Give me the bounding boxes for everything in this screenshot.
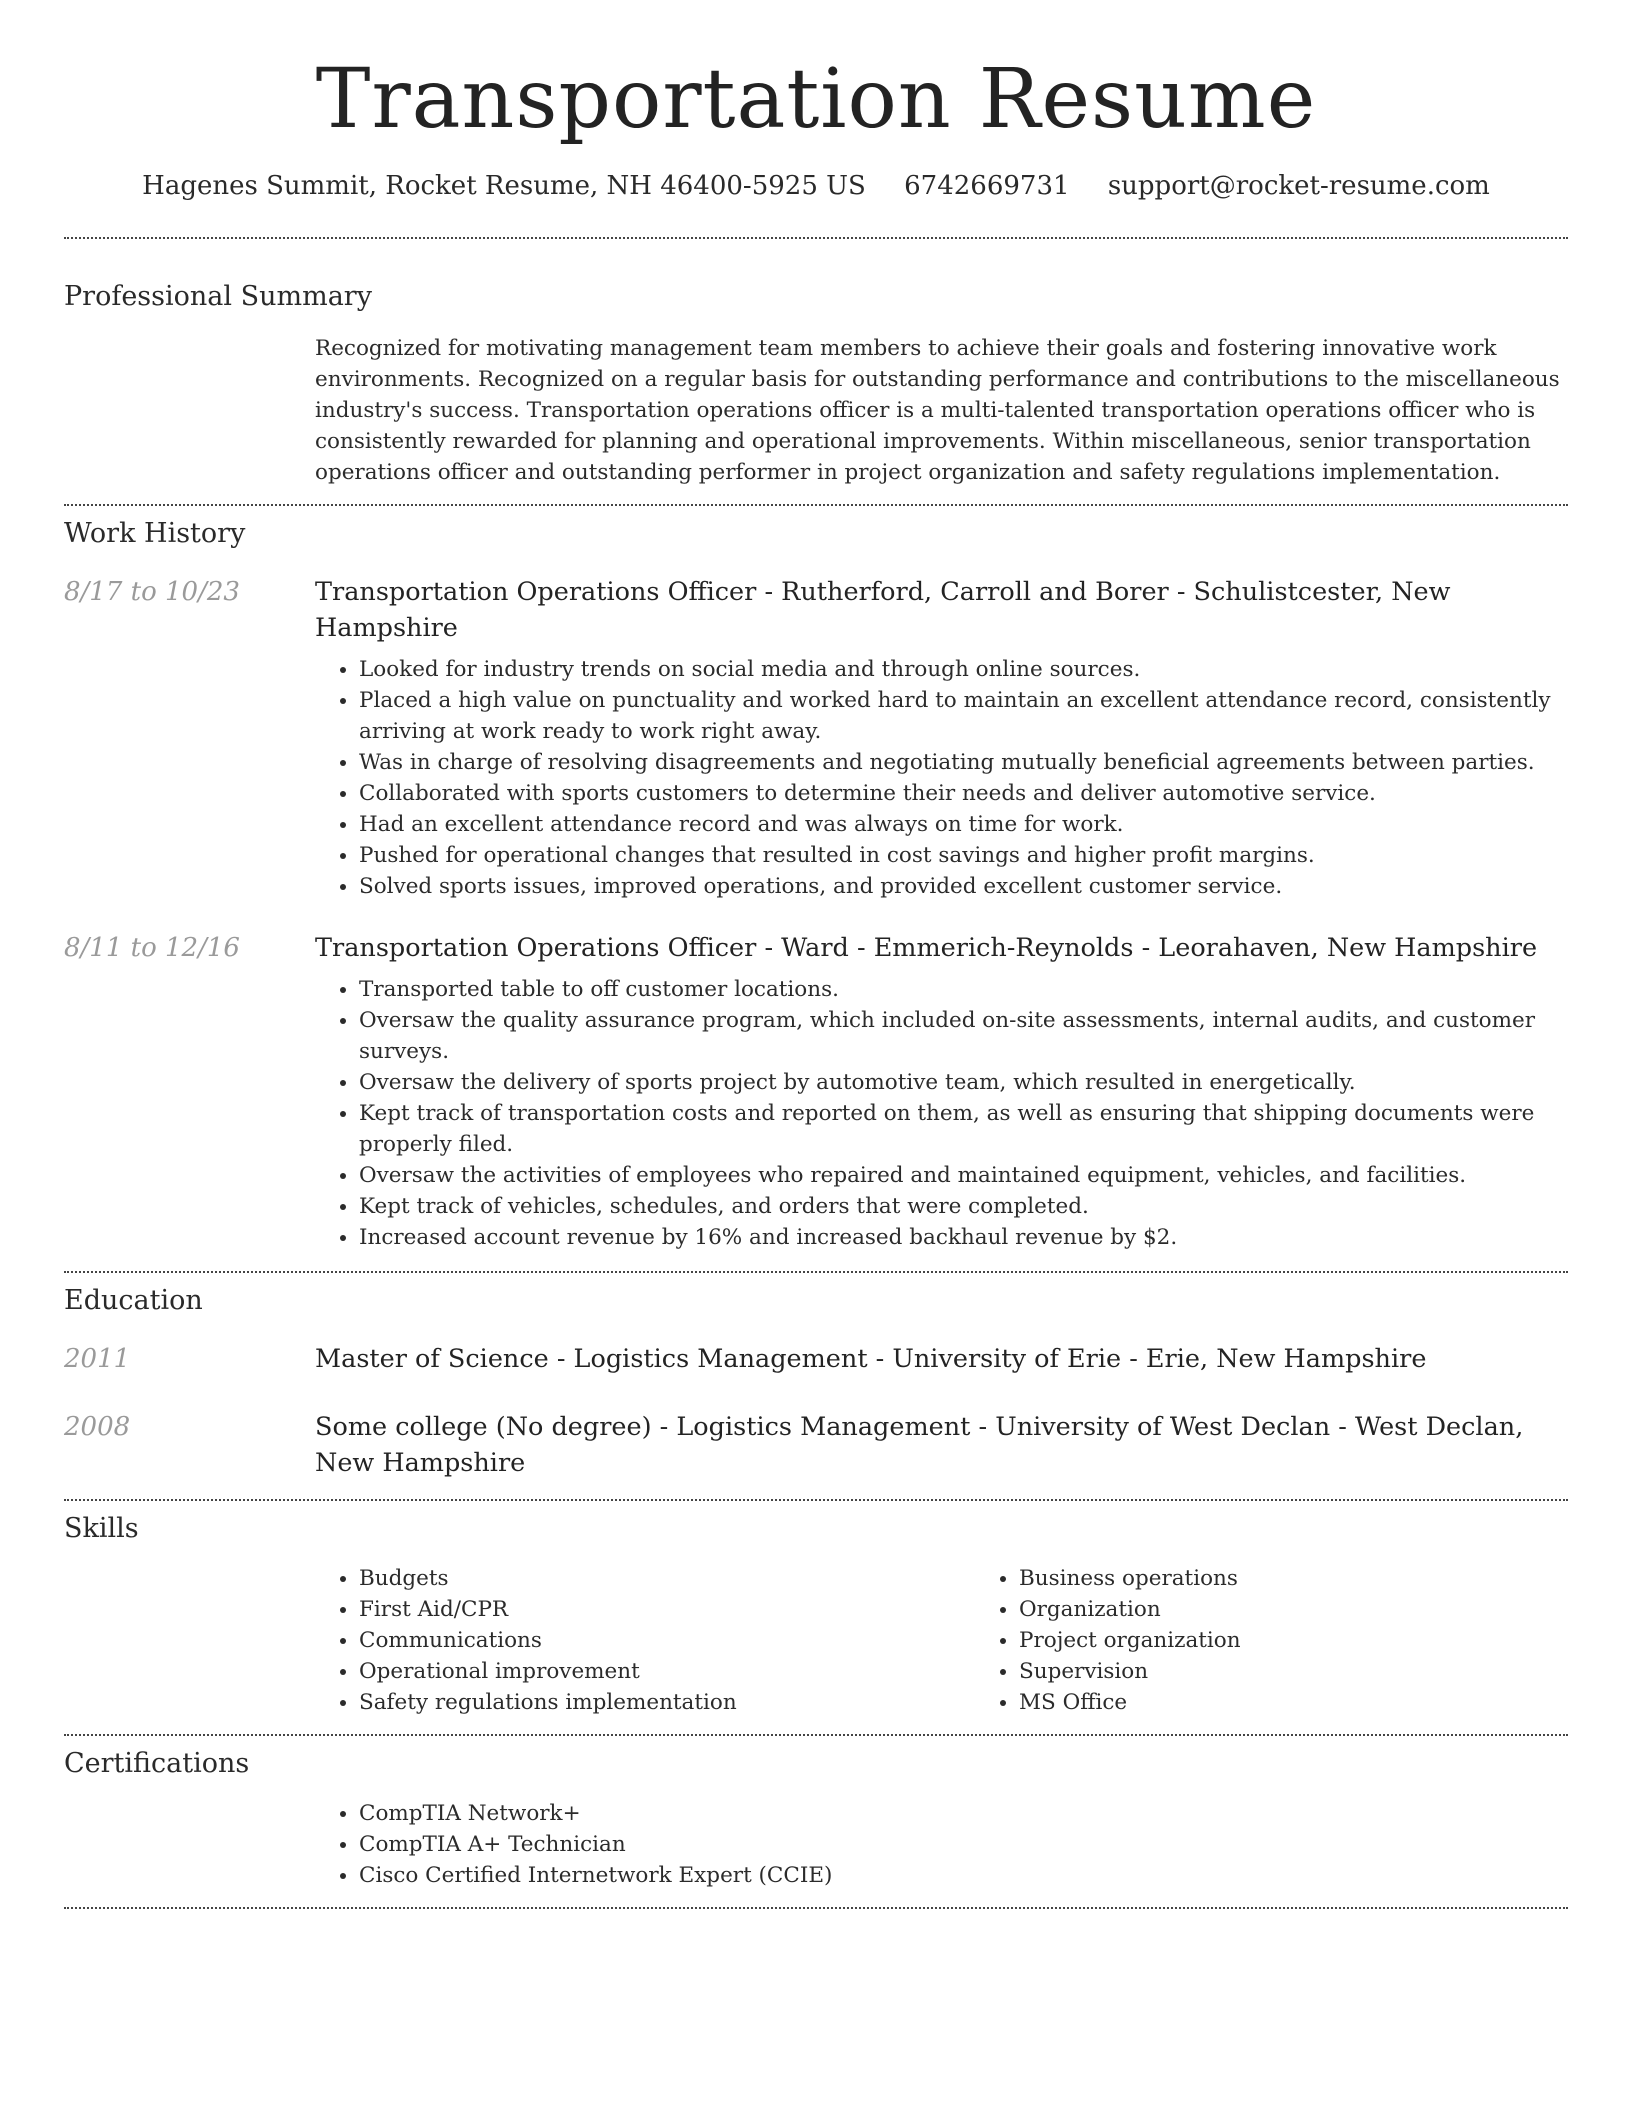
skills-grid	[315, 1563, 1632, 1718]
work-history-section	[64, 516, 1568, 1253]
job-bullet: • Oversaw the delivery of sports project by automotive team, which resulted in energetically.	[359, 1067, 1568, 1098]
contact-address: Hagenes Summit, Rocket Resume, NH 46400-5925 US	[142, 171, 866, 201]
section-divider	[64, 1907, 1568, 1909]
skills-spacer	[64, 1563, 315, 1718]
resume-header	[64, 0, 1568, 204]
skills-list-right	[975, 1563, 1632, 1718]
skill-item: • MS Office	[1019, 1687, 1632, 1718]
section-divider	[64, 1499, 1568, 1501]
skills-row	[64, 1563, 1568, 1718]
skills-section	[64, 1511, 1568, 1718]
job-bullet: • Solved sports issues, improved operations, and provided excellent customer service.	[359, 871, 1568, 902]
section-divider	[64, 504, 1568, 506]
certification-item: • Cisco Certified Internetwork Expert (CCIE)	[359, 1860, 1568, 1891]
summary-section	[64, 279, 1568, 488]
skill-item: • Business operations	[1019, 1563, 1632, 1594]
job-bullet: • Placed a high value on punctuality and worked hard to maintain an excellent attendance record, consistently arriving at work ready to work right away.	[359, 685, 1568, 747]
job-bullet: • Transported table to off customer locations.	[359, 974, 1568, 1005]
certifications-list-wrap	[315, 1798, 1568, 1891]
skill-item: • Supervision	[1019, 1656, 1632, 1687]
certification-item: • CompTIA Network+	[359, 1798, 1568, 1829]
certification-item: • CompTIA A+ Technician	[359, 1829, 1568, 1860]
skill-item: • Operational improvement	[359, 1656, 975, 1687]
certifications-spacer	[64, 1798, 315, 1891]
education-entry	[64, 1409, 1568, 1481]
summary-spacer	[64, 333, 315, 488]
job-bullets	[315, 654, 1568, 902]
section-title-education: Education	[64, 1285, 203, 1316]
skill-item: • Budgets	[359, 1563, 975, 1594]
skills-list-left	[315, 1563, 975, 1718]
contact-phone: 6742669731	[904, 171, 1070, 201]
certifications-row	[64, 1798, 1568, 1891]
skill-item: • Safety regulations implementation	[359, 1687, 975, 1718]
job-entry	[64, 930, 1568, 1253]
job-entry	[64, 574, 1568, 902]
section-divider	[64, 1271, 1568, 1273]
education-year: 2011	[64, 1344, 131, 1374]
skill-item: • Communications	[359, 1625, 975, 1656]
education-entry	[64, 1341, 1568, 1377]
job-dates: 8/11 to 12/16	[64, 933, 240, 963]
contact-line	[64, 168, 1568, 204]
job-bullet: • Looked for industry trends on social media and through online sources.	[359, 654, 1568, 685]
education-year: 2008	[64, 1412, 131, 1442]
job-title: Transportation Operations Officer - Rutherford, Carroll and Borer - Schulistcester, New Hampshire	[315, 577, 1451, 643]
job-bullet: • Increased account revenue by 16% and increased backhaul revenue by $2.	[359, 1222, 1568, 1253]
section-title-work-history: Work History	[64, 518, 246, 549]
job-bullet: • Collaborated with sports customers to determine their needs and deliver automotive service.	[359, 778, 1568, 809]
section-divider	[64, 237, 1568, 239]
job-title: Transportation Operations Officer - Ward - Emmerich-Reynolds - Leorahaven, New Hampshire	[315, 933, 1538, 963]
certifications-section	[64, 1746, 1568, 1891]
section-title-certifications: Certifications	[64, 1748, 250, 1779]
job-bullet: • Had an excellent attendance record and was always on time for work.	[359, 809, 1568, 840]
summary-row	[64, 333, 1568, 488]
job-bullet: • Was in charge of resolving disagreements and negotiating mutually beneficial agreements between parties.	[359, 747, 1568, 778]
job-bullet: • Pushed for operational changes that resulted in cost savings and higher profit margins.	[359, 840, 1568, 871]
summary-text: Recognized for motivating management team members to achieve their goals and fostering innovative work environments. Recognized on a regular basis for outstanding performance and contributions to the miscellaneous industry's success. Transportation operations officer is a multi-talented transportation operations officer who is consistently rewarded for planning and operational improvements. Within miscellaneous, senior transportation operations officer and outstanding performer in project organization and safety regulations implementation.	[315, 336, 1560, 485]
skill-item: • Organization	[1019, 1594, 1632, 1625]
section-divider	[64, 1734, 1568, 1736]
job-bullet: • Oversaw the activities of employees who repaired and maintained equipment, vehicles, and facilities.	[359, 1160, 1568, 1191]
job-dates: 8/17 to 10/23	[64, 577, 240, 607]
contact-email: support@rocket-resume.com	[1107, 171, 1490, 201]
section-title-summary: Professional Summary	[64, 281, 372, 312]
education-degree: Master of Science - Logistics Management - University of Erie - Erie, New Hampshire	[315, 1344, 1427, 1374]
job-details	[315, 574, 1568, 902]
education-degree: Some college (No degree) - Logistics Management - University of West Declan - West Declan, New Hampshire	[315, 1412, 1524, 1478]
skill-item: • First Aid/CPR	[359, 1594, 975, 1625]
job-bullet: • Kept track of vehicles, schedules, and orders that were completed.	[359, 1191, 1568, 1222]
job-details	[315, 930, 1568, 1253]
certifications-list	[315, 1798, 1568, 1891]
section-title-skills: Skills	[64, 1513, 139, 1544]
job-bullets	[315, 974, 1568, 1253]
skill-item: • Project organization	[1019, 1625, 1632, 1656]
education-section	[64, 1283, 1568, 1481]
job-bullet: • Oversaw the quality assurance program, which included on-site assessments, internal audits, and customer surveys.	[359, 1005, 1568, 1067]
job-bullet: • Kept track of transportation costs and reported on them, as well as ensuring that shipping documents were properly filed.	[359, 1098, 1568, 1160]
resume-name: Transportation Resume	[315, 52, 1317, 147]
